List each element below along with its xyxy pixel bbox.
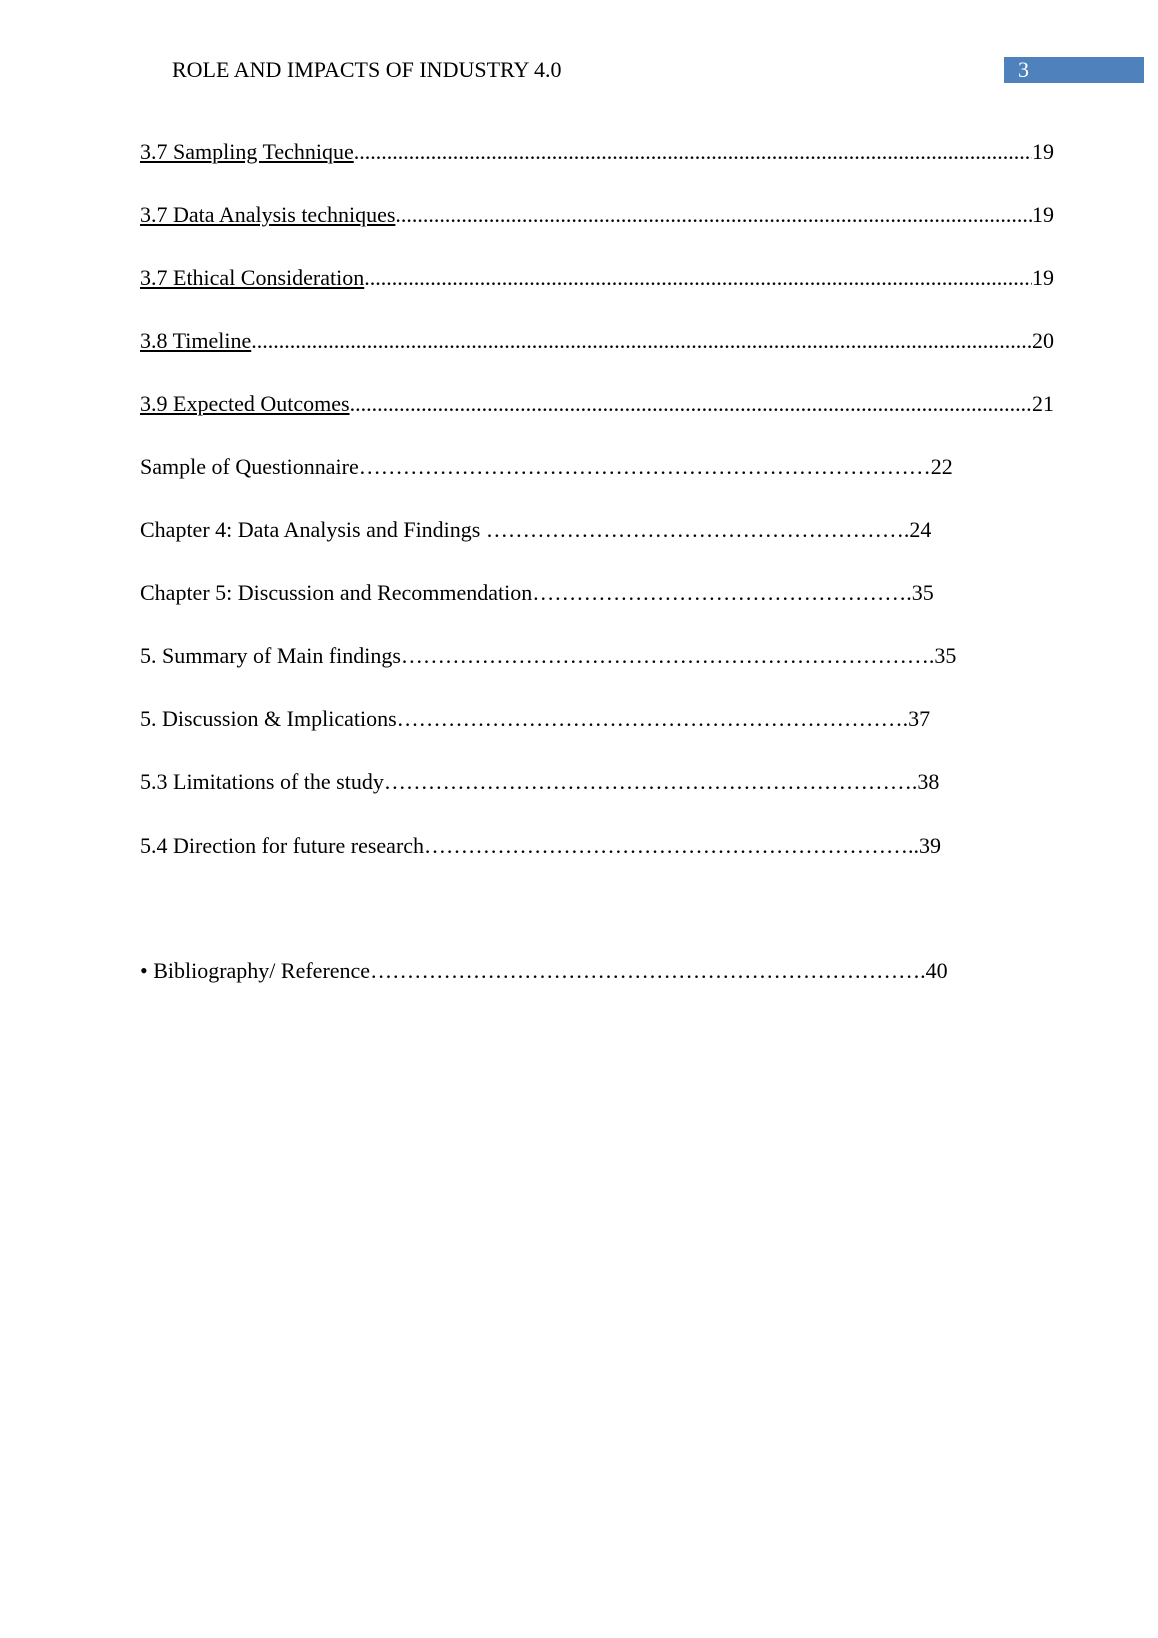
toc-entry-future-research: 5.4 Direction for future research…………………………………………………………..39 (140, 833, 942, 858)
toc-dot-leader (251, 327, 1032, 355)
toc-entry-page: 19 (1032, 265, 1054, 290)
toc-entry-data-analysis-techniques[interactable] (140, 201, 1054, 229)
toc-entry-page: 20 (1032, 328, 1054, 353)
running-header-title: ROLE AND IMPACTS OF INDUSTRY 4.0 (172, 57, 562, 82)
toc-entry-ethical-consideration[interactable] (140, 264, 1054, 292)
toc-entry-chapter-4: Chapter 4: Data Analysis and Findings ………………………………………………….24 (140, 517, 932, 542)
toc-entry-bibliography: • Bibliography/ Reference………………………………………………………………….40 (140, 958, 948, 983)
toc-entry-label[interactable]: 3.7 Sampling Technique (140, 139, 354, 164)
toc-dot-leader (364, 264, 1032, 292)
toc-entry-label[interactable]: 3.7 Data Analysis techniques (140, 202, 396, 227)
toc-entry-chapter-5: Chapter 5: Discussion and Recommendation…………………………………………….35 (140, 580, 934, 605)
toc-entry-page: 19 (1032, 139, 1054, 164)
toc-dot-leader (354, 138, 1032, 166)
toc-entry-summary-main-findings: 5. Summary of Main findings……………………………………………………………….35 (140, 643, 957, 668)
toc-entry-label[interactable]: 3.9 Expected Outcomes (140, 391, 350, 416)
toc-entry-page: 19 (1032, 202, 1054, 227)
toc-dot-leader (395, 201, 1032, 229)
toc-entry-timeline[interactable] (140, 327, 1054, 355)
toc-entry-label[interactable]: 3.7 Ethical Consideration (140, 265, 365, 290)
toc-entry-sampling-technique[interactable] (140, 138, 1054, 166)
page-number-badge: 3 (1004, 57, 1144, 83)
toc-dot-leader (350, 390, 1032, 418)
toc-entry-limitations: 5.3 Limitations of the study……………………………………………………………….38 (140, 769, 940, 794)
toc-entry-sample-questionnaire: Sample of Questionnaire……………………………………………………………………22 (140, 454, 953, 479)
toc-entry-label[interactable]: 3.8 Timeline (140, 328, 252, 353)
toc-entry-page: 21 (1032, 391, 1054, 416)
toc-entry-expected-outcomes[interactable] (140, 390, 1054, 418)
toc-entry-discussion-implications: 5. Discussion & Implications…………………………………………………………….37 (140, 706, 931, 731)
